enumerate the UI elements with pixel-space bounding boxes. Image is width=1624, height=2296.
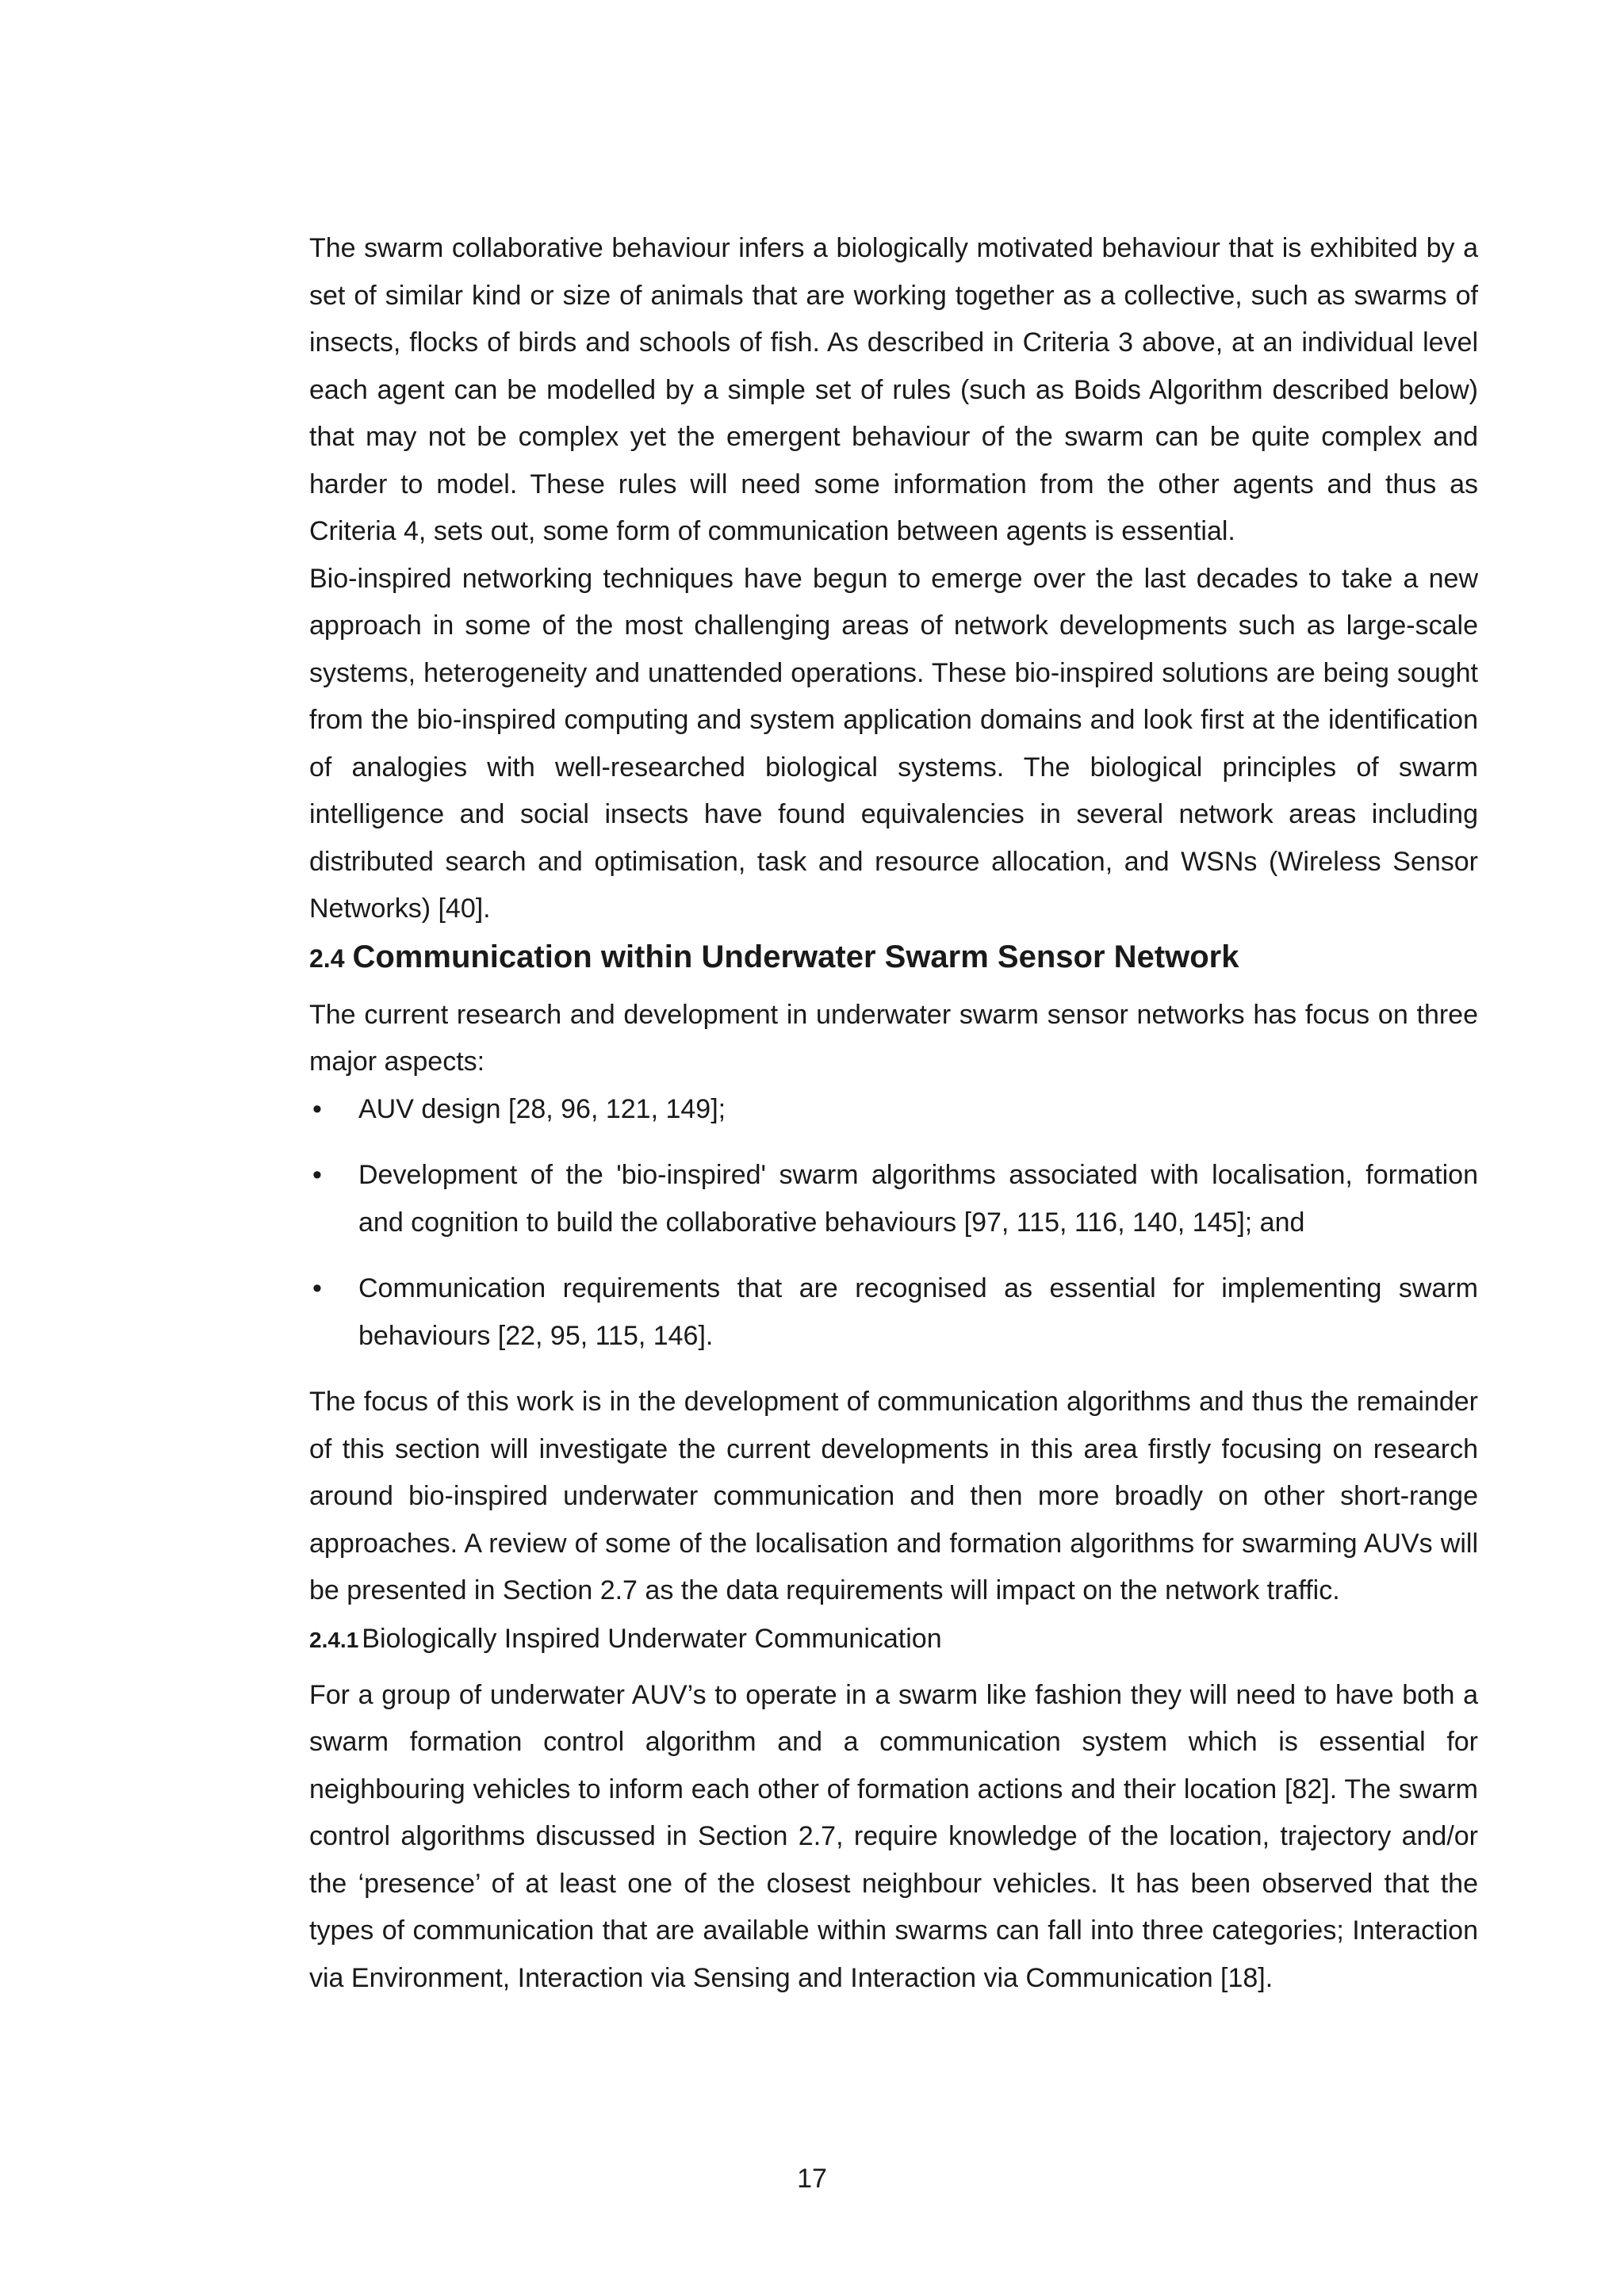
bullet-icon: • bbox=[312, 1093, 322, 1124]
paragraph-bio-inspired-networking: Bio-inspired networking techniques have begun to emerge over the last decades to take a new approach in some of the most challenging areas of network developments such as large-scale systems, heterogeneity and unattended operations. These bio-inspired solutions are being sought from the bio-inspired computing and system application domains and look first at the identification of analogies with well-researched biological systems. The biological principles of swarm intelligence and social insects have found equivalencies in several network areas including distributed search and optimisation, task and resource allocation, and WSNs (Wireless Sensor Networks) [40]. bbox=[309, 563, 1478, 924]
subsection-title: Biologically Inspired Underwater Communication bbox=[362, 1623, 942, 1654]
list-item-text: Development of the 'bio-inspired' swarm algorithms associated with localisation, formation and cognition to build the collaborative behaviours [97, 115, 116, 140, 145]; and bbox=[358, 1160, 1478, 1238]
list-item bbox=[309, 1086, 1478, 1134]
document-page bbox=[309, 225, 1478, 2002]
bullet-icon: • bbox=[312, 1160, 322, 1190]
section-number: 2.4 bbox=[309, 943, 345, 973]
paragraph-swarm-behaviour: The swarm collaborative behaviour infers a biologically motivated behaviour that is exhibited by a set of similar kind or size of animals that are working together as a collective, such as swarms of insects, flocks of birds and schools of fish. As described in Criteria 3 above, at an individual level each agent can be modelled by a simple set of rules (such as Boids Algorithm described below) that may not be complex yet the emergent behaviour of the swarm can be quite complex and harder to model. These rules will need some information from the other agents and thus as Criteria 4, sets out, some form of communication between agents is essential. bbox=[309, 233, 1478, 546]
paragraph-research-aspects-intro: The current research and development in underwater swarm sensor networks has focus on three major aspects: bbox=[309, 999, 1478, 1077]
subsection-number: 2.4.1 bbox=[309, 1627, 359, 1652]
paragraph-underwater-auv-swarm: For a group of underwater AUV’s to operate in a swarm like fashion they will need to have both a swarm formation control algorithm and a communication system which is essential for neighbouring vehicles to inform each other of formation actions and their location [82]. The swarm control algorithms discussed in Section 2.7, require knowledge of the location, trajectory and/or the ‘presence’ of at least one of the closest neighbour vehicles. It has been observed that the types of communication that are available within swarms can fall into three categories; Interaction via Environment, Interaction via Sensing and Interaction via Communication [18]. bbox=[309, 1679, 1478, 1993]
list-item bbox=[309, 1152, 1478, 1246]
list-item-text: Communication requirements that are recognised as essential for implementing swarm behaviours [22, 95, 115, 146]. bbox=[358, 1273, 1478, 1351]
list-item-text: AUV design [28, 96, 121, 149]; bbox=[358, 1093, 726, 1124]
paragraph-work-focus: The focus of this work is in the development of communication algorithms and thus the remainder of this section will investigate the current developments in this area firstly focusing on research around bio-inspired underwater communication and then more broadly on other short-range approaches. A review of some of the localisation and formation algorithms for swarming AUVs will be presented in Section 2.7 as the data requirements will impact on the network traffic. bbox=[309, 1387, 1478, 1605]
page-number: 17 bbox=[797, 2164, 827, 2194]
list-item bbox=[309, 1265, 1478, 1360]
section-title: Communication within Underwater Swarm Sensor Network bbox=[352, 939, 1239, 974]
aspects-bullet-list bbox=[309, 1086, 1478, 1360]
section-heading bbox=[309, 933, 1478, 982]
bullet-icon: • bbox=[312, 1273, 322, 1303]
subsection-heading bbox=[309, 1615, 1478, 1664]
